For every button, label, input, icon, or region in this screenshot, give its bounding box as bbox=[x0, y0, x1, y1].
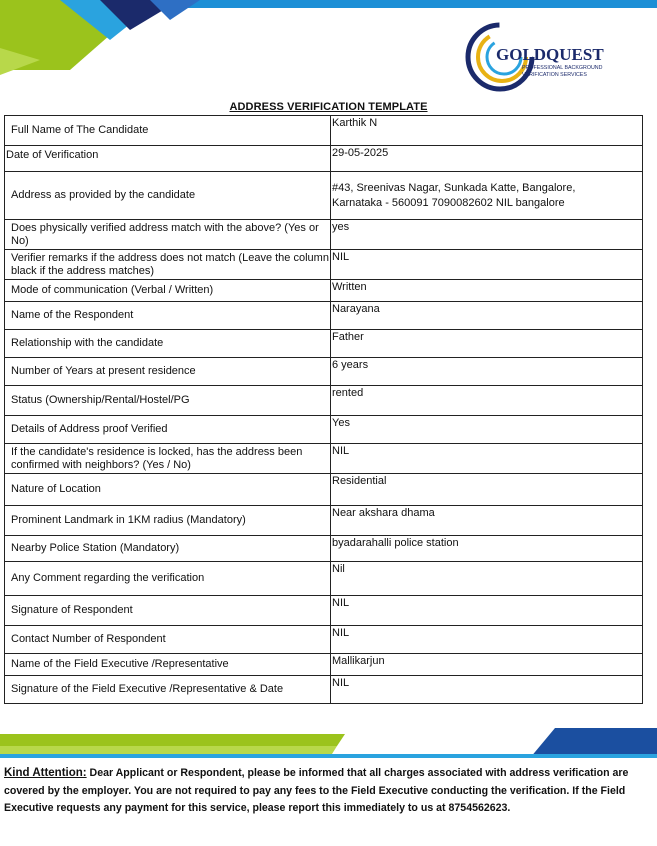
table-row bbox=[5, 220, 643, 250]
table-row bbox=[5, 280, 643, 302]
table-row bbox=[5, 444, 643, 474]
table-row bbox=[5, 506, 643, 536]
table-row bbox=[5, 626, 643, 654]
page-title: ADDRESS VERIFICATION TEMPLATE bbox=[229, 101, 428, 113]
table-row bbox=[5, 116, 643, 146]
table-row bbox=[5, 172, 643, 220]
row-label: Signature of the Field Executive /Representative & Date bbox=[5, 676, 331, 704]
row-label: Signature of Respondent bbox=[5, 596, 331, 626]
table-row bbox=[5, 416, 643, 444]
row-label: Full Name of The Candidate bbox=[5, 116, 331, 146]
row-label: Relationship with the candidate bbox=[5, 330, 331, 358]
row-label: Does physically verified address match with the above? (Yes or No) bbox=[5, 220, 331, 250]
logo-tagline-1: PROFESSIONAL BACKGROUND bbox=[522, 65, 603, 71]
logo-tagline-2: VERIFICATION SERVICES bbox=[522, 72, 587, 78]
table-row bbox=[5, 302, 643, 330]
row-value: yes bbox=[331, 220, 643, 250]
row-value: Yes bbox=[331, 416, 643, 444]
row-value: Near akshara dhama bbox=[331, 506, 643, 536]
notice-text: Dear Applicant or Respondent, please be informed that all charges associated with address verification are covered by the employer. You are not required to pay any fees to the Field Executive conducting the verification. If the Field Executive requests any payment for this service, please report this immediately to us at 8754562623. bbox=[4, 767, 629, 814]
goldquest-logo bbox=[462, 22, 632, 92]
footer-band bbox=[0, 728, 657, 758]
row-label: Contact Number of Respondent bbox=[5, 626, 331, 654]
row-value: Narayana bbox=[331, 302, 643, 330]
row-label: Name of the Respondent bbox=[5, 302, 331, 330]
row-label: Prominent Landmark in 1KM radius (Mandatory) bbox=[5, 506, 331, 536]
row-label: Verifier remarks if the address does not match (Leave the column black if the address matches) bbox=[5, 250, 331, 280]
row-value: NIL bbox=[331, 676, 643, 704]
notice-heading: Kind Attention: bbox=[4, 767, 87, 779]
row-value: NIL bbox=[331, 444, 643, 474]
row-label: Details of Address proof Verified bbox=[5, 416, 331, 444]
row-value: NIL bbox=[331, 596, 643, 626]
row-value: Residential bbox=[331, 474, 643, 506]
row-value: Father bbox=[331, 330, 643, 358]
row-label: Nearby Police Station (Mandatory) bbox=[5, 536, 331, 562]
row-label: Nature of Location bbox=[5, 474, 331, 506]
row-value: byadarahalli police station bbox=[331, 536, 643, 562]
row-value: Mallikarjun bbox=[331, 654, 643, 676]
table-row bbox=[5, 676, 643, 704]
row-value: 6 years bbox=[331, 358, 643, 386]
banner-blue-stripe bbox=[165, 0, 657, 8]
row-value: Written bbox=[331, 280, 643, 302]
row-value: NIL bbox=[331, 626, 643, 654]
logo-name: GOLDQUEST bbox=[496, 45, 604, 64]
table-row bbox=[5, 536, 643, 562]
row-label: Number of Years at present residence bbox=[5, 358, 331, 386]
table-row bbox=[5, 146, 643, 172]
row-label: Status (Ownership/Rental/Hostel/PG bbox=[5, 386, 331, 416]
verification-table bbox=[4, 115, 643, 704]
row-value: NIL bbox=[331, 250, 643, 280]
row-label: Name of the Field Executive /Representative bbox=[5, 654, 331, 676]
row-value: Karthik N bbox=[331, 116, 643, 146]
kind-attention-notice bbox=[4, 765, 652, 818]
row-label: Any Comment regarding the verification bbox=[5, 562, 331, 596]
table-row bbox=[5, 562, 643, 596]
table-row bbox=[5, 654, 643, 676]
table-row bbox=[5, 358, 643, 386]
row-label: Address as provided by the candidate bbox=[5, 172, 331, 220]
row-value: #43, Sreenivas Nagar, Sunkada Katte, Bangalore, Karnataka - 560091 7090082602 NIL bangalore bbox=[331, 172, 643, 220]
row-label: Date of Verification bbox=[5, 146, 331, 172]
table-row bbox=[5, 386, 643, 416]
row-value: Nil bbox=[331, 562, 643, 596]
row-label: Mode of communication (Verbal / Written) bbox=[5, 280, 331, 302]
table-row bbox=[5, 474, 643, 506]
row-value: 29-05-2025 bbox=[331, 146, 643, 172]
table-row bbox=[5, 330, 643, 358]
table-row bbox=[5, 250, 643, 280]
table-row bbox=[5, 596, 643, 626]
row-value: rented bbox=[331, 386, 643, 416]
row-label: If the candidate's residence is locked, has the address been confirmed with neighbors? (Yes / No) bbox=[5, 444, 331, 474]
